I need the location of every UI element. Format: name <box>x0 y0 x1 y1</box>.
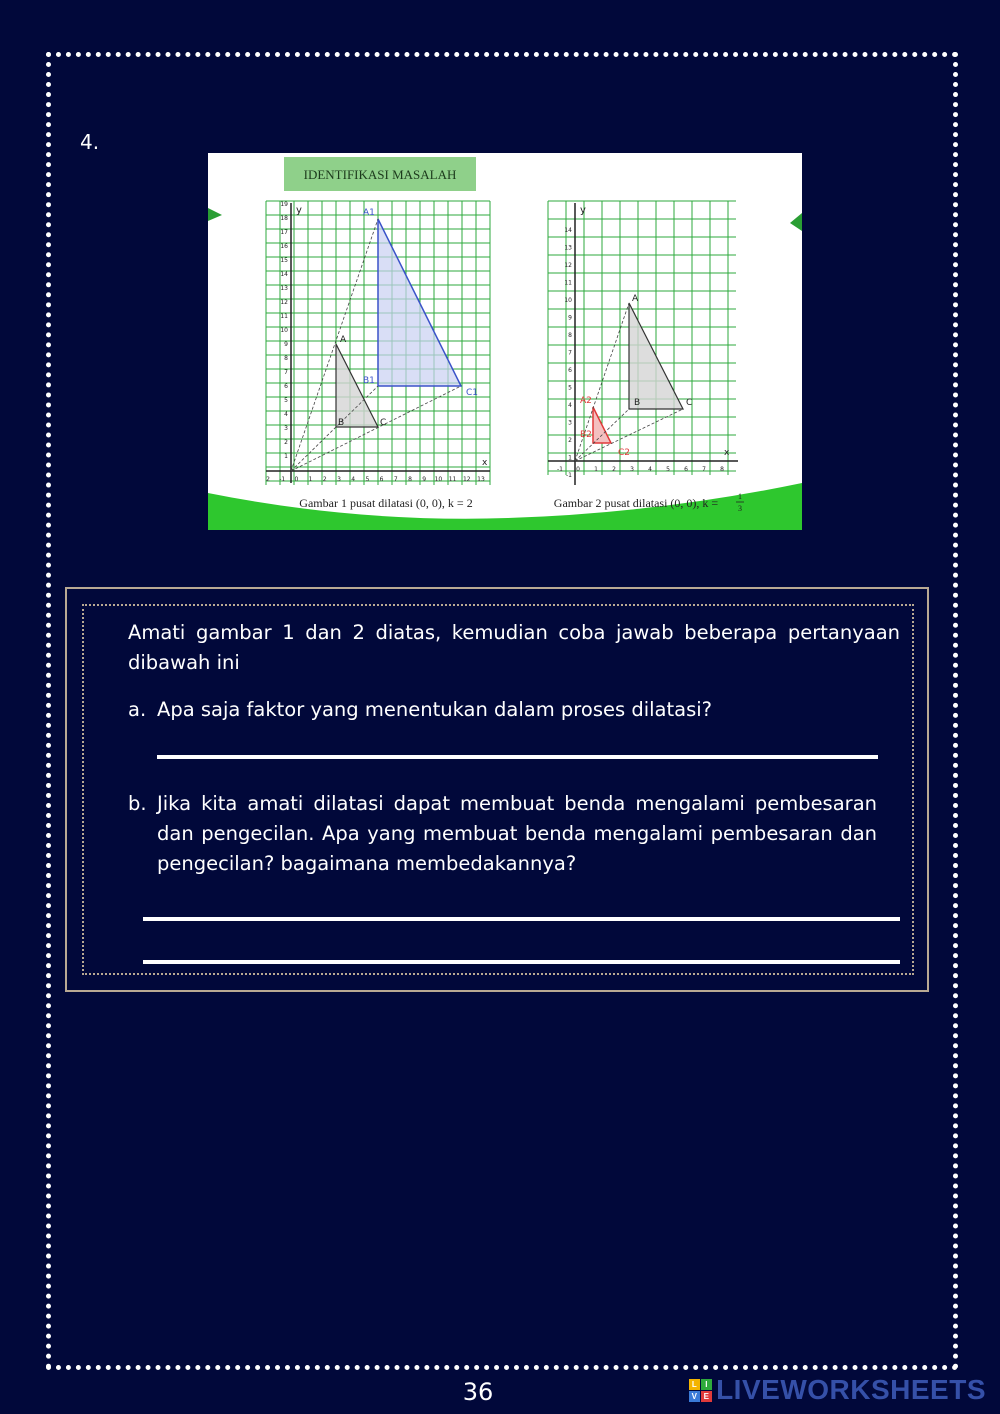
graph1-x-tick: 5 <box>365 476 370 483</box>
graph2-x-tick: 6 <box>684 466 688 473</box>
graph2-x-tick: -1 <box>557 466 563 473</box>
brand-logo-letter: L <box>689 1379 700 1390</box>
brand-logo-icon <box>689 1379 712 1402</box>
graph2-point-a2: A2 <box>580 396 592 406</box>
graph2-y-tick: 1 <box>568 454 572 462</box>
graph1-caption: Gambar 1 pusat dilatasi (0, 0), k = 2 <box>299 496 473 510</box>
graph1-x-tick: 11 <box>448 476 457 483</box>
graph1-x-tick: 0 <box>294 476 299 483</box>
graph1-y-tick: 10 <box>280 327 288 334</box>
graph2-y-tick: 10 <box>564 297 572 304</box>
question-intro: Amati gambar 1 dan 2 diatas, kemudian coba jawab beberapa pertanyaan dibawah ini <box>128 621 900 674</box>
graph1-y-tick: 14 <box>280 271 288 278</box>
brand-logo-letter: V <box>689 1391 700 1402</box>
graph2-x-tick: 0 <box>576 466 580 473</box>
graph2-point-a: A <box>632 294 639 304</box>
graph2-y-tick: 8 <box>568 332 572 339</box>
graph2-x-tick: 8 <box>720 466 724 473</box>
graph1-y-tick: 1 <box>284 453 288 460</box>
graph2-x-label: x <box>724 448 730 458</box>
item-a-text: Apa saja faktor yang menentukan dalam proses dilatasi? <box>157 698 713 721</box>
graph1-x-label: x <box>482 458 488 468</box>
graph1-y-tick: 6 <box>284 383 288 390</box>
graph1-y-tick: 9 <box>284 341 288 348</box>
graph2-x-tick: 5 <box>666 466 670 473</box>
graph2-y-tick: 6 <box>568 367 572 374</box>
graph2-y-tick: 3 <box>568 419 572 427</box>
graph-2 <box>548 201 744 513</box>
graph1-y-tick: 5 <box>284 397 288 404</box>
graph1-y-tick: 18 <box>280 215 288 222</box>
graph1-x-tick: 4 <box>351 476 356 483</box>
graph1-y-tick: 17 <box>280 229 288 236</box>
graph1-x-tick: 8 <box>408 476 412 483</box>
graph1-y-tick: 3 <box>284 425 288 432</box>
graph1-x-tick: 7 <box>393 476 398 483</box>
left-leaf-top <box>208 208 222 221</box>
liveworksheets-logo <box>689 1374 986 1406</box>
graph1-x-tick: 2 <box>266 476 270 483</box>
graph1-x-tick: 6 <box>379 476 384 483</box>
graph1-x-tick: 1 <box>308 476 313 483</box>
graph2-y-tick: 9 <box>568 314 572 322</box>
page-number: 36 <box>462 1378 494 1406</box>
graph1-y-label: y <box>296 205 302 216</box>
item-a-letter: a. <box>128 698 147 721</box>
graph2-y-tick: 13 <box>564 244 572 252</box>
graph2-y-tick: 4 <box>568 402 572 409</box>
graph2-x-tick: 4 <box>648 466 652 473</box>
graph1-y-tick: 12 <box>280 299 288 306</box>
graph1-y-tick: 15 <box>280 257 288 264</box>
graph2-point-c2: C2 <box>618 448 631 458</box>
graph2-y-tick: 2 <box>568 437 572 444</box>
graph2-y-tick: 14 <box>564 227 572 234</box>
graph1-x-tick: 13 <box>477 476 485 483</box>
graph1-y-tick: 19 <box>280 201 288 208</box>
graph1-y-tick: 11 <box>280 313 288 320</box>
graph2-x-tick: 7 <box>702 466 706 473</box>
item-b-letter: b. <box>128 792 147 815</box>
graph-1 <box>266 201 490 510</box>
graph1-x-tick: 10 <box>434 476 443 483</box>
graph1-x-tick: 9 <box>422 476 427 483</box>
graph2-k-numerator: 1 <box>738 492 742 501</box>
graph2-y-tick: 7 <box>568 349 572 357</box>
graph1-point-b1: B1 <box>363 376 375 386</box>
graph2-point-b: B <box>634 398 641 408</box>
graph1-point-b: B <box>338 418 345 428</box>
graph1-point-c: C <box>380 418 387 428</box>
figure-canvas <box>208 153 802 530</box>
brand-logo-letter: E <box>701 1391 712 1402</box>
graph2-y-tick: 11 <box>564 279 572 287</box>
graph1-x-tick: 3 <box>337 476 341 483</box>
header-tag: IDENTIFIKASI MASALAH <box>303 167 457 182</box>
graph2-x-tick: 3 <box>630 466 634 473</box>
graph1-y-tick: 7 <box>284 369 288 376</box>
brand-name: LIVEWORKSHEETS <box>716 1374 986 1405</box>
answer-line-b2[interactable] <box>143 960 900 964</box>
graph1-point-a1: A1 <box>363 208 375 218</box>
graph2-x-tick: 1 <box>594 466 598 473</box>
graph2-y-tick: -1 <box>566 472 572 479</box>
graph1-x-tick: 2 <box>322 476 327 483</box>
answer-line-a[interactable] <box>157 755 878 759</box>
graph1-y-tick: 8 <box>284 355 288 362</box>
graph1-y-tick: 13 <box>280 285 288 292</box>
answer-line-b1[interactable] <box>143 917 900 921</box>
dilation-figure <box>208 153 802 530</box>
graph2-k-denominator: 3 <box>738 504 742 513</box>
graph2-x-tick: 2 <box>612 466 616 473</box>
graph1-x-tick: -1 <box>279 476 286 483</box>
item-b-text: Jika kita amati dilatasi dapat membuat benda mengalami pembesaran dan pengecilan. Apa yang membuat benda mengalami pembesaran dan pengecilan? bagaimana membedakannya? <box>157 792 877 875</box>
graph2-y-tick: 5 <box>568 384 572 392</box>
graph2-y-tick: 12 <box>564 262 572 269</box>
graph2-y-label: y <box>580 205 586 216</box>
graph2-caption: Gambar 2 pusat dilatasi (0, 0), k = <box>553 496 719 510</box>
right-leaf <box>790 213 802 231</box>
question-number: 4. <box>80 130 100 154</box>
graph1-point-a: A <box>340 335 347 345</box>
graph2-point-b2: B2 <box>580 430 592 440</box>
graph1-y-tick: 4 <box>284 411 288 418</box>
graph2-point-c: C <box>686 398 693 408</box>
graph1-x-tick: 12 <box>462 476 471 483</box>
graph1-y-tick: 16 <box>280 243 288 250</box>
graph1-y-tick: 2 <box>284 439 288 446</box>
graph1-point-c1: C1 <box>466 388 479 398</box>
brand-logo-letter: I <box>701 1379 712 1390</box>
